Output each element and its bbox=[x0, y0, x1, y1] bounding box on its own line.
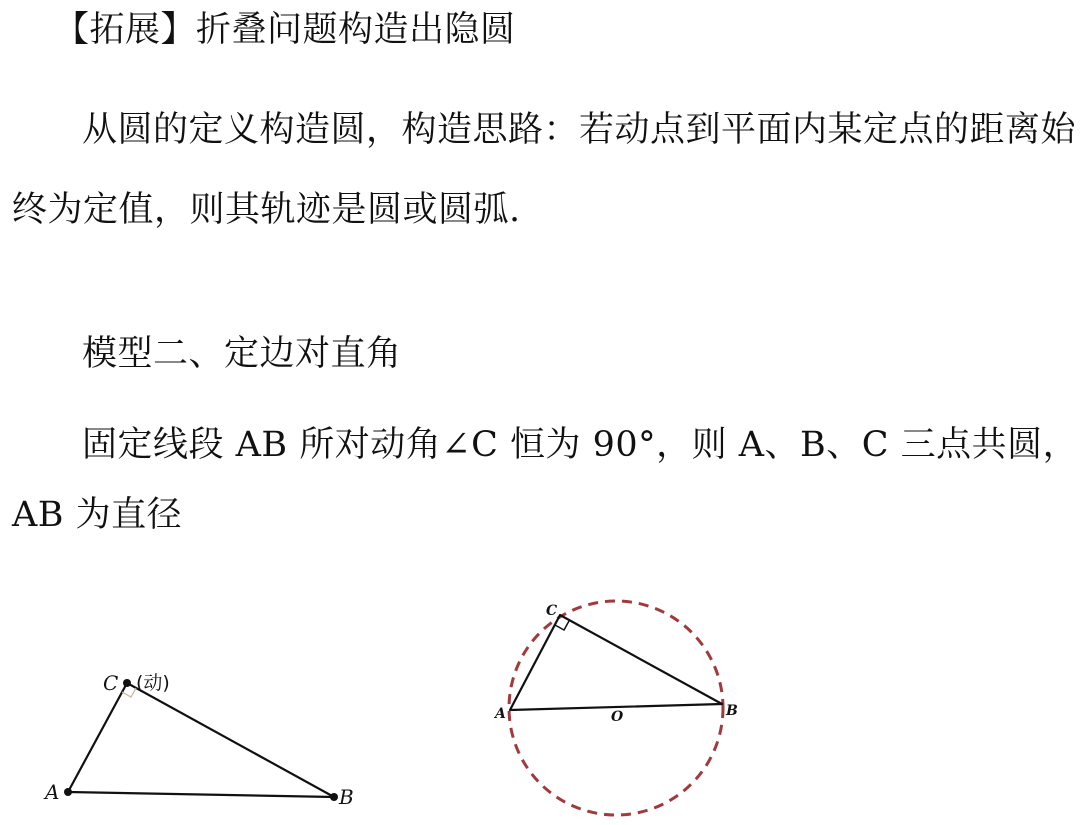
label-a: A bbox=[495, 706, 506, 722]
point-b bbox=[330, 793, 338, 801]
label-o: O bbox=[611, 709, 624, 725]
triangle-abc bbox=[68, 683, 334, 797]
inscribed-right-triangle-figure bbox=[470, 590, 770, 825]
right-angle-text-2: AB 为直径 bbox=[12, 495, 183, 535]
label-b: B bbox=[339, 785, 354, 809]
circle-definition-text-2: 终为定值，则其轨迹是圆或圆弧. bbox=[12, 190, 521, 230]
point-a bbox=[64, 788, 72, 796]
model-two-heading: 模型二、定边对直角 bbox=[82, 334, 402, 374]
moving-point-triangle-figure bbox=[0, 640, 400, 825]
point-c bbox=[123, 679, 131, 687]
label-moving: (动) bbox=[136, 672, 170, 694]
extension-heading: 【拓展】折叠问题构造出隐圆 bbox=[54, 10, 516, 50]
right-angle-text-1: 固定线段 AB 所对动角∠C 恒为 90°，则 A、B、C 三点共圆， bbox=[82, 425, 1079, 465]
circle-definition-text-1: 从圆的定义构造圆，构造思路：若动点到平面内某定点的距离始 bbox=[82, 110, 1077, 150]
label-b: B bbox=[726, 703, 738, 719]
label-c: C bbox=[103, 671, 119, 695]
label-c: C bbox=[546, 603, 558, 619]
label-a: A bbox=[45, 780, 60, 804]
